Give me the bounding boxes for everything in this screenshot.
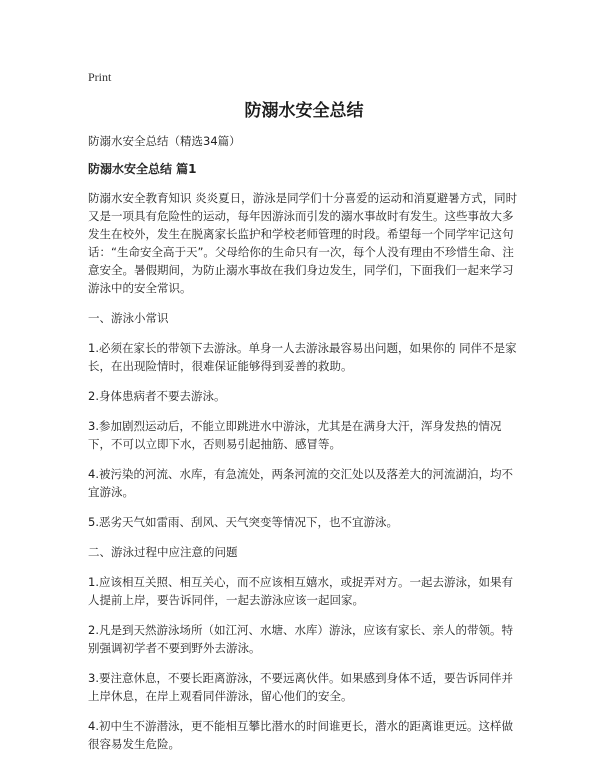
- tip-item-1: 1.必须在家长的带领下去游泳。单身一人去游泳最容易出问题，如果你的 同伴不是家长，在出现险情时，很难保证能够得到妥善的救助。: [88, 341, 517, 373]
- document-subtitle: 防溺水安全总结（精选34篇）: [88, 134, 241, 148]
- section-title: 防溺水安全总结 篇1: [88, 162, 197, 176]
- precaution-item-1: 1.应该相互关照、相互关心，而不应该相互嬉水，或捉弄对方。一起去游泳，如果有人提前上岸，要告诉同伴，一起去游泳应该一起回家。: [88, 575, 513, 607]
- tip-item-3: 3.参加剧烈运动后，不能立即跳进水中游泳，尤其是在满身大汗，浑身发热的情况下，不可以立即下水，否则易引起抽筋、感冒等。: [88, 419, 502, 451]
- heading-swimming-precautions: 二、游泳过程中应注意的问题: [88, 545, 238, 559]
- document-body: [88, 133, 520, 765]
- heading-swimming-tips: 一、游泳小常识: [88, 311, 169, 325]
- precaution-item-3: 3.要注意休息，不要长距离游泳，不要远离伙伴。如果感到身体不适，要告诉同伴并上岸休息，在岸上观看同伴游泳，留心他们的安全。: [88, 671, 513, 703]
- intro-paragraph: 防溺水安全教育知识 炎炎夏日，游泳是同学们十分喜爱的运动和消夏避暑方式，同时又是一项具有危险性的运动，每年因游泳而引发的溺水事故时有发生。这些事故大多发生在校外，发生在脱离家长监护和学校老师管理的时段。希望每一个同学牢记这句话：“生命安全高于天”。父母给你的生命只有一次，每个人没有理由不珍惜生命、注意安全。暑假期间，为防止溺水事故在我们身边发生，同学们，下面我们一起来学习游泳中的安全常识。: [88, 191, 518, 295]
- tip-item-2: 2.身体患病者不要去游泳。: [88, 389, 226, 403]
- page-title: 防溺水安全总结: [244, 101, 364, 121]
- precaution-item-4: 4.初中生不游潜泳，更不能相互攀比潜水的时间谁更长，潜水的距离谁更远。这样做很容易发生危险。: [88, 719, 513, 751]
- print-link[interactable]: Print: [88, 70, 112, 84]
- tip-item-4: 4.被污染的河流、水库，有急流处，两条河流的交汇处以及落差大的河流湖泊，均不宜游泳。: [88, 467, 513, 499]
- precaution-item-2: 2.凡是到天然游泳场所（如江河、水塘、水库）游泳，应该有家长、亲人的带领。特别强调初学者不要到野外去游泳。: [88, 623, 513, 655]
- tip-item-5: 5.恶劣天气如雷雨、刮风、天气突变等情况下，也不宜游泳。: [88, 515, 398, 529]
